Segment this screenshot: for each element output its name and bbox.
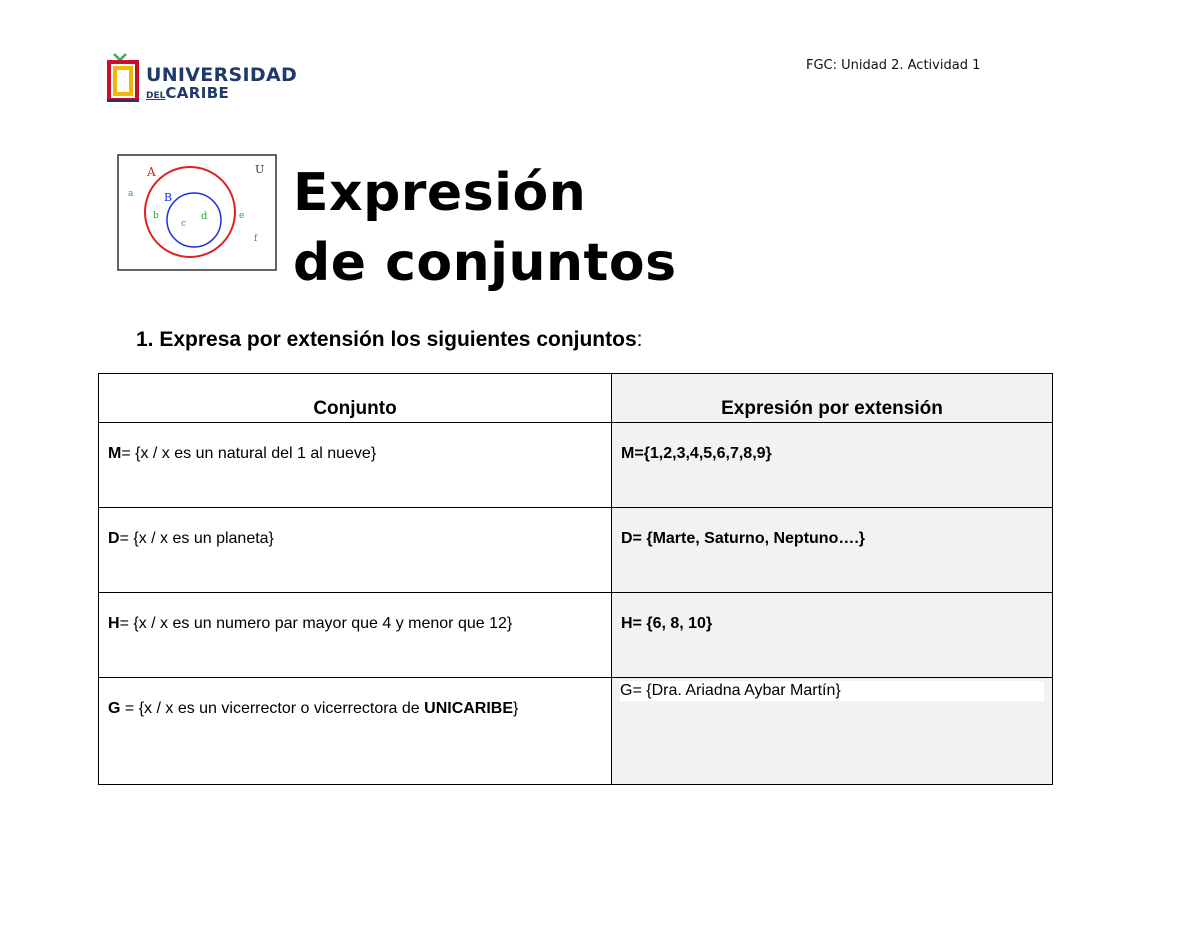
venn-element-a: a	[128, 189, 134, 199]
set-definition: = {x / x es un numero par mayor que 4 y menor que 12}	[119, 615, 513, 632]
set-definition: = {x / x es un planeta}	[119, 530, 274, 547]
logo-text-universidad: UNIVERSIDAD	[146, 64, 298, 86]
set-definition-cell	[99, 508, 612, 593]
venn-set-b-label: B	[164, 191, 173, 204]
set-extension: G= {Dra. Ariadna Aybar Martín}	[620, 681, 1044, 701]
page-title-line2: de conjuntos	[293, 233, 677, 293]
set-definition-bold: UNICARIBE	[424, 700, 514, 717]
set-name: M	[108, 445, 122, 462]
venn-diagram	[117, 154, 277, 271]
set-definition-cell	[99, 593, 612, 678]
venn-universe-label: U	[255, 163, 265, 176]
logo-text-caribe-word: CARIBE	[165, 84, 230, 102]
table-row	[99, 678, 1053, 785]
venn-element-b: b	[153, 211, 159, 221]
venn-element-d: d	[201, 211, 208, 222]
question-text: Expresa por extensión los siguientes conjuntos	[159, 328, 637, 351]
table-row	[99, 593, 1053, 678]
table-row	[99, 423, 1053, 508]
course-header: FGC: Unidad 2. Actividad 1	[806, 58, 981, 73]
sets-table	[98, 373, 1053, 785]
set-definition: = {x / x es un natural del 1 al nueve}	[121, 445, 377, 462]
table-header-row	[99, 374, 1053, 423]
table-row	[99, 508, 1053, 593]
logo-text-del: DEL	[146, 91, 166, 101]
logo-text-caribe	[146, 84, 229, 102]
set-definition-end: }	[513, 700, 519, 717]
set-name: G	[108, 700, 121, 717]
venn-element-f: f	[254, 234, 258, 244]
question-colon: :	[636, 328, 643, 351]
page-title	[293, 158, 677, 298]
venn-element-c: c	[181, 219, 187, 229]
set-definition-cell	[99, 678, 612, 785]
set-extension-cell[interactable]	[612, 508, 1053, 593]
set-name: H	[108, 615, 120, 632]
header-expresion: Expresión por extensión	[612, 374, 1053, 423]
set-definition-cell	[99, 423, 612, 508]
question-1	[136, 328, 642, 352]
set-extension-cell[interactable]	[612, 593, 1053, 678]
header-conjunto: Conjunto	[99, 374, 612, 423]
question-number: 1.	[136, 328, 154, 351]
venn-universe-box	[118, 155, 276, 270]
page-title-line1: Expresión	[293, 163, 587, 223]
venn-set-a-label: A	[147, 165, 156, 179]
set-extension-cell[interactable]	[612, 678, 1053, 785]
set-extension: H= {6, 8, 10}	[621, 615, 713, 632]
venn-element-e: e	[239, 211, 245, 221]
set-extension: D= {Marte, Saturno, Neptuno….}	[621, 530, 866, 547]
set-extension-cell[interactable]	[612, 423, 1053, 508]
set-name: D	[108, 530, 120, 547]
set-definition: = {x / x es un vicerrector o vicerrectora de	[120, 700, 425, 717]
set-extension: M={1,2,3,4,5,6,7,8,9}	[621, 445, 772, 462]
